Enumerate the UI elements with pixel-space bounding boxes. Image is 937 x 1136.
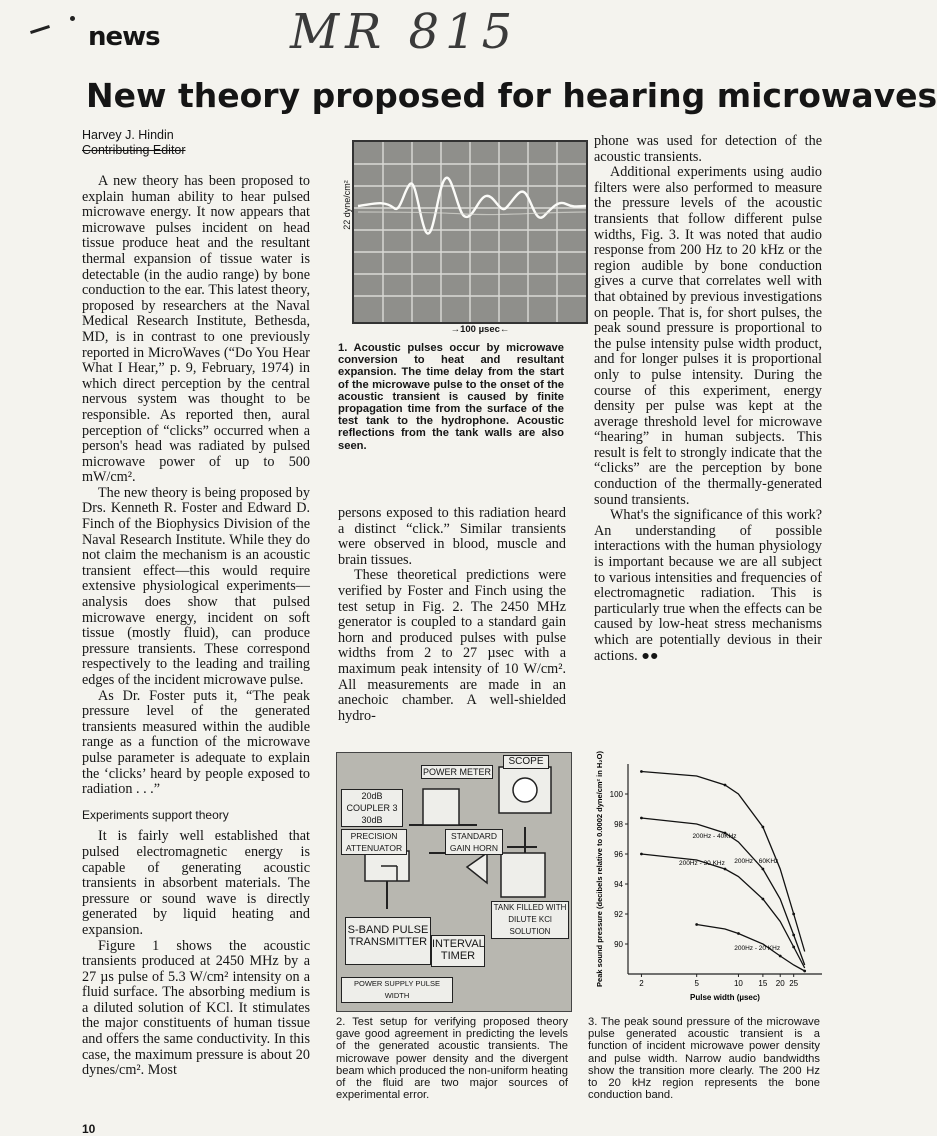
y-tick-label: 94 — [614, 880, 623, 889]
figure-1-ylabel: 22 dyne/cm² — [342, 180, 352, 230]
data-point — [640, 817, 643, 820]
series-label: 200Hz - 60KHz — [734, 858, 779, 865]
figure-2-test-setup — [336, 752, 572, 1012]
byline — [82, 128, 322, 158]
paragraph: These theoretical predictions were verified by Foster and Finch using the test setup in Fig. 2. The 2450 MHz generator is coupled to a standard gain horn and produced pulses with pulse widths from 2 to 27 µsec with a maximum peak intensity of 10 W/cm². All measurements are made in an anechoic chamber. A well-shielded hydro- — [338, 567, 566, 724]
y-tick-label: 96 — [614, 850, 623, 859]
scope-label: SCOPE — [503, 755, 549, 769]
timer-label: INTERVAL TIMER — [431, 935, 485, 967]
series-label: 200Hz - 20 KHz — [734, 945, 781, 952]
article-column-2 — [338, 506, 566, 724]
data-point — [761, 868, 764, 871]
paragraph: What's the significance of this work? An understanding of possible interactions with the human physiology is important because we are all subject to various intensities and frequencies of electromagnetic radiation. This is particularly true when the effects can be caused by low-heat stress mechanisms which are potentially devious in their actions. ●● — [594, 507, 822, 664]
transmitter-label: S-BAND PULSE TRANSMITTER — [345, 917, 431, 965]
paragraph: persons exposed to this radiation heard a distinct “click.” Similar transients were observed in blood, muscle and brain tissues. — [338, 505, 566, 568]
power-meter-label: POWER METER — [422, 767, 491, 777]
subheading: Experiments support theory — [82, 807, 229, 822]
paragraph: It is fairly well established that pulsed electromagnetic energy is capable of generating acoustic transients in absorbent materials. The pressure or sound wave is directly generated by liquid heating and expansion. — [82, 828, 310, 938]
paragraph: As Dr. Foster puts it, “The peak pressure level of the generated transients measured within the audible range as a function of the microwave pulse parameter is adequate to explain the ‘clicks’ heard by people exposed to radiation . . .” — [82, 687, 310, 798]
data-point — [792, 913, 795, 916]
data-point — [724, 784, 727, 787]
author-role: Contributing Editor — [82, 143, 186, 157]
x-tick-label: 20 — [775, 979, 785, 988]
horn-label: STANDARD GAIN HORN — [445, 829, 503, 855]
x-tick-label: 10 — [733, 979, 743, 988]
figure-1-caption: 1. Acoustic pulses occur by microwave conversion to heat and resultant expansion. The time delay from the start of the microwave pulse to the onset of the acoustic transient is caused by finite propagation time from the surface of the test tank to the hydrophone. Acoustic reflections from the tank walls are also seen. — [338, 342, 564, 452]
series-label: 200Hz - 40KHz — [692, 833, 737, 840]
attenuator-label: PRECISION ATTENUATOR — [341, 829, 407, 855]
paragraph: A new theory has been proposed to explain human ability to hear pulsed microwave energy. It now appears that microwave pulses incident on head tissue produce heat and the resultant thermal expansion of tissue water is detectable (in the audio range) by bone conduction to the ear. This latest theory, proposed by researchers at the Naval Medical Research Institute, Bethesda, MD, is in contrast to one previously reported in MicroWaves (“Do You Hear What I Hear,” p. 9, February, 1974) in which direct perception by the central nervous system was thought to be responsible. As reported then, aural perception of “clicks” occurred when a person's head was radiated by pulsed microwave power of up to 500 mW/cm². — [82, 173, 310, 486]
paragraph: The new theory is being proposed by Drs. Kenneth R. Foster and Edward D. Finch of the Biophysics Division of the Naval Research Institute. While they do not claim the mechanism is an acoustic transient effect—this would require extensive physiological experiments—analysis does show that pulsed microwave energy, incident on soft tissue (mostly fluid), can produce pressure transients. These correspond respectively to the leading and trailing edges of the incident microwave pulse. — [82, 484, 310, 688]
data-point — [695, 923, 698, 926]
figure-1-oscilloscope — [352, 140, 588, 324]
data-point — [792, 946, 795, 949]
figure-1-xlabel: →100 µsec← — [450, 324, 510, 335]
paragraph: phone was used for detection of the acoustic transients. — [594, 133, 822, 165]
x-tick-label: 5 — [694, 979, 699, 988]
article-column-1 — [82, 174, 310, 1079]
coupler-label: 20dB COUPLER 3 30dB — [341, 789, 403, 827]
y-tick-label: 90 — [614, 940, 623, 949]
figure-3-chart — [590, 752, 830, 1010]
headline: New theory proposed for hearing microwaves — [86, 76, 937, 115]
x-tick-label: 25 — [789, 979, 799, 988]
series-label: 200Hz - 30 KHz — [679, 860, 725, 867]
data-point — [724, 868, 727, 871]
data-point — [803, 970, 806, 973]
paragraph: Figure 1 shows the acoustic transients produced at 2450 MHz by a 27 µs pulse of 5.3 W/cm² intensity on a fluid surface. The absorbing medium is a diluted solution of KCl. It stimulates the major constituents of human tissue and offers the same conductivity. In this case, the maximum pressure is about 20 dynes/cm². Most — [82, 937, 310, 1079]
pressure-vs-pulse-width-chart — [590, 752, 830, 1010]
series-line — [641, 818, 804, 965]
data-point — [640, 853, 643, 856]
section-label: news — [88, 22, 160, 52]
data-point — [779, 955, 782, 958]
y-tick-label: 92 — [614, 910, 623, 919]
y-tick-label: 98 — [614, 820, 623, 829]
x-tick-label: 2 — [639, 979, 644, 988]
power-supply-label: POWER SUPPLY PULSE WIDTH — [341, 977, 453, 1003]
y-axis-label: Peak sound pressure (decibels relative to 0.0002 dyne/cm² in H₂O) — [595, 751, 604, 987]
data-point — [792, 934, 795, 937]
header-dash — [30, 25, 50, 34]
data-point — [737, 932, 740, 935]
figure-3-caption: 3. The peak sound pressure of the microwave pulse generated acoustic transient is a function of incident microwave power density and pulse width. Narrow audio bandwidths show the transition more clearly. The 200 Hz to 20 kHz region represents the bone conduction band. — [588, 1016, 820, 1102]
data-point — [761, 898, 764, 901]
author-name: Harvey J. Hindin — [82, 128, 174, 142]
figure-2-caption: 2. Test setup for verifying proposed theory gave good agreement in predicting the levels of the generated acoustic transients. The microwave power density and the divergent beam which produced the non-uniform heating of the fluid are two major sources of experimental error. — [336, 1016, 568, 1102]
oscilloscope-trace — [354, 142, 586, 322]
data-point — [640, 770, 643, 773]
paragraph: Additional experiments using audio filters were also performed to measure the pressure levels of the acoustic transients that follow different pulse widths, Fig. 3. It was noted that audio response from 200 Hz to 20 kHz or the region audible by bone conduction gives a curve that correlates well with that obtained by previous investigations on people. That is, for short pulses, the peak sound pressure is proportional to the pulse intensity pulse width product, and for longer pulses it is proportional only to pulse intensity. During the course of this experiment, energy density per pulse was kept at the average threshold level for microwave “hearing” in human subjects. This result is felt to strongly indicate that the “clicks” are the perception by bone conduction of the thermally-generated sound transients. — [594, 164, 822, 508]
header-dot — [70, 16, 75, 21]
data-point — [761, 826, 764, 829]
x-tick-label: 15 — [758, 979, 768, 988]
article-column-3 — [594, 134, 822, 664]
y-tick-label: 100 — [609, 790, 623, 799]
page-number: 10 — [82, 1122, 96, 1136]
tank-label: TANK FILLED WITH DILUTE KCl SOLUTION — [491, 901, 569, 939]
handwritten-annotation: MR 815 — [290, 4, 519, 60]
x-axis-label: Pulse width (µsec) — [690, 993, 760, 1002]
